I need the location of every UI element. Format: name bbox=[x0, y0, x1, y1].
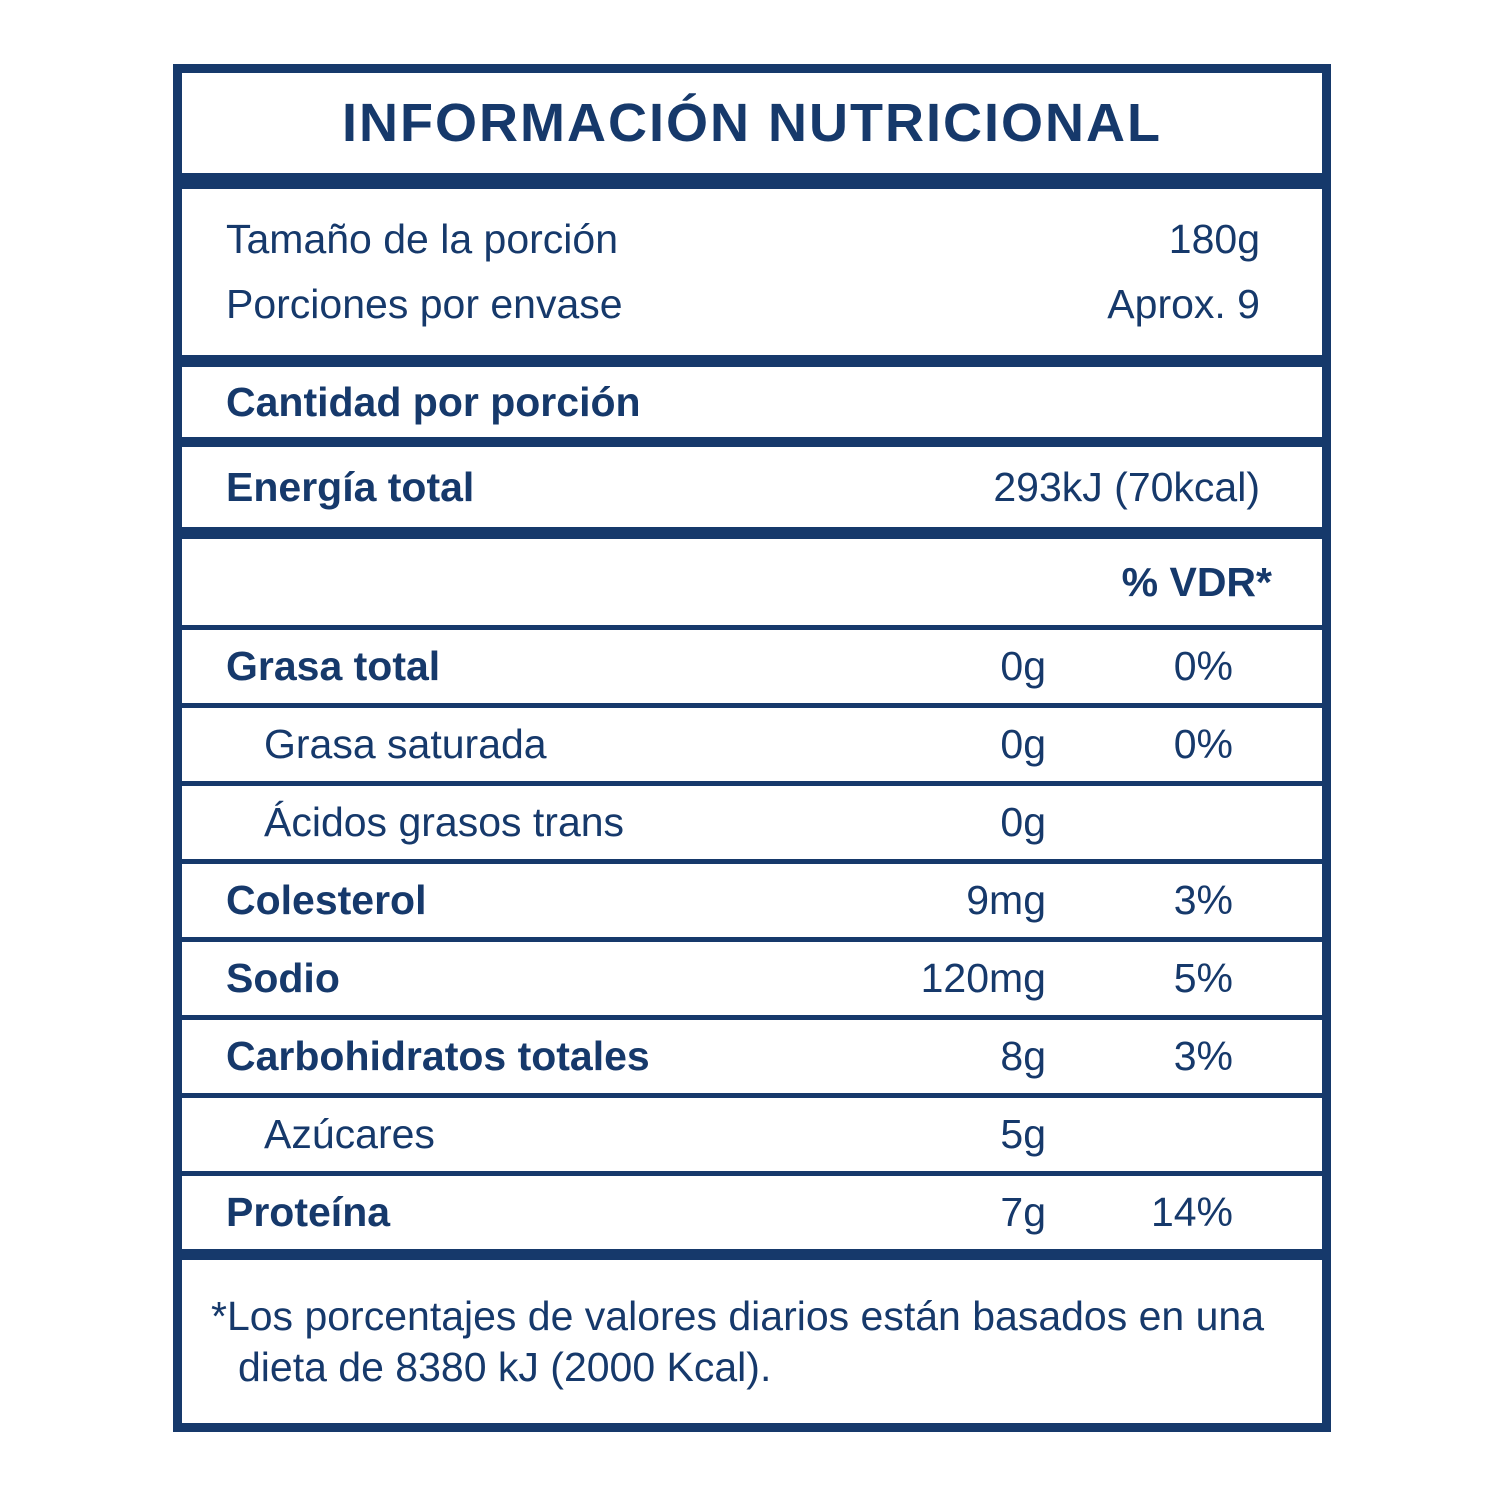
nutrient-row bbox=[182, 1098, 1322, 1176]
nutrient-amount: 8g bbox=[1000, 1033, 1046, 1079]
serving-size-value: 180g bbox=[1168, 216, 1260, 262]
energy-row bbox=[182, 447, 1322, 539]
nutrient-amount: 5g bbox=[1000, 1111, 1046, 1157]
energy-kv bbox=[182, 464, 1322, 511]
nutrient-row bbox=[182, 630, 1322, 708]
nutrient-label: Carbohidratos totales bbox=[226, 1033, 650, 1079]
nutrient-daily-value: 14% bbox=[1150, 1189, 1233, 1235]
panel-title: INFORMACIÓN NUTRICIONAL bbox=[182, 73, 1322, 189]
servings-per-container-row bbox=[182, 281, 1322, 328]
footnote-section bbox=[182, 1260, 1322, 1423]
nutrient-row bbox=[182, 1020, 1322, 1098]
nutrient-amount: 0g bbox=[1000, 721, 1046, 767]
serving-size-label: Tamaño de la porción bbox=[226, 216, 619, 262]
nutrient-amount: 9mg bbox=[966, 877, 1046, 923]
nutrient-amount: 120mg bbox=[920, 955, 1046, 1001]
nutrient-label: Grasa total bbox=[226, 643, 441, 689]
nutrient-daily-value: 0% bbox=[1173, 721, 1233, 767]
daily-value-column-header: % VDR* bbox=[182, 539, 1322, 630]
servings-per-container-value: Aprox. 9 bbox=[1107, 281, 1260, 327]
nutrient-amount: 7g bbox=[1000, 1189, 1046, 1235]
nutrient-amount: 0g bbox=[1000, 643, 1046, 689]
nutrition-facts-panel bbox=[173, 64, 1331, 1432]
servings-per-container-label: Porciones por envase bbox=[226, 281, 623, 327]
serving-size-row bbox=[182, 216, 1322, 263]
nutrient-daily-value: 5% bbox=[1173, 955, 1233, 1001]
energy-value: 293kJ (70kcal) bbox=[993, 463, 1260, 510]
footnote-line-1: *Los porcentajes de valores diarios están basados en una bbox=[211, 1293, 1265, 1340]
nutrient-label: Grasa saturada bbox=[264, 721, 547, 767]
footnote-line-2: dieta de 8380 kJ (2000 Kcal). bbox=[238, 1343, 772, 1390]
serving-info-section bbox=[182, 189, 1322, 367]
nutrient-label: Colesterol bbox=[226, 877, 427, 923]
nutrient-row bbox=[182, 786, 1322, 864]
energy-label: Energía total bbox=[226, 463, 475, 510]
nutrient-row bbox=[182, 708, 1322, 786]
nutrient-label: Proteína bbox=[226, 1189, 391, 1235]
nutrient-row bbox=[182, 1176, 1322, 1260]
nutrient-label: Ácidos grasos trans bbox=[264, 799, 625, 845]
nutrient-row bbox=[182, 942, 1322, 1020]
nutrient-label: Azúcares bbox=[264, 1111, 435, 1157]
nutrient-daily-value: 3% bbox=[1173, 877, 1233, 923]
nutrient-label: Sodio bbox=[226, 955, 340, 1001]
nutrient-daily-value: 3% bbox=[1173, 1033, 1233, 1079]
amount-per-serving-header: Cantidad por porción bbox=[182, 367, 1322, 447]
nutrient-row bbox=[182, 864, 1322, 942]
nutrient-amount: 0g bbox=[1000, 799, 1046, 845]
nutrient-daily-value: 0% bbox=[1173, 643, 1233, 689]
